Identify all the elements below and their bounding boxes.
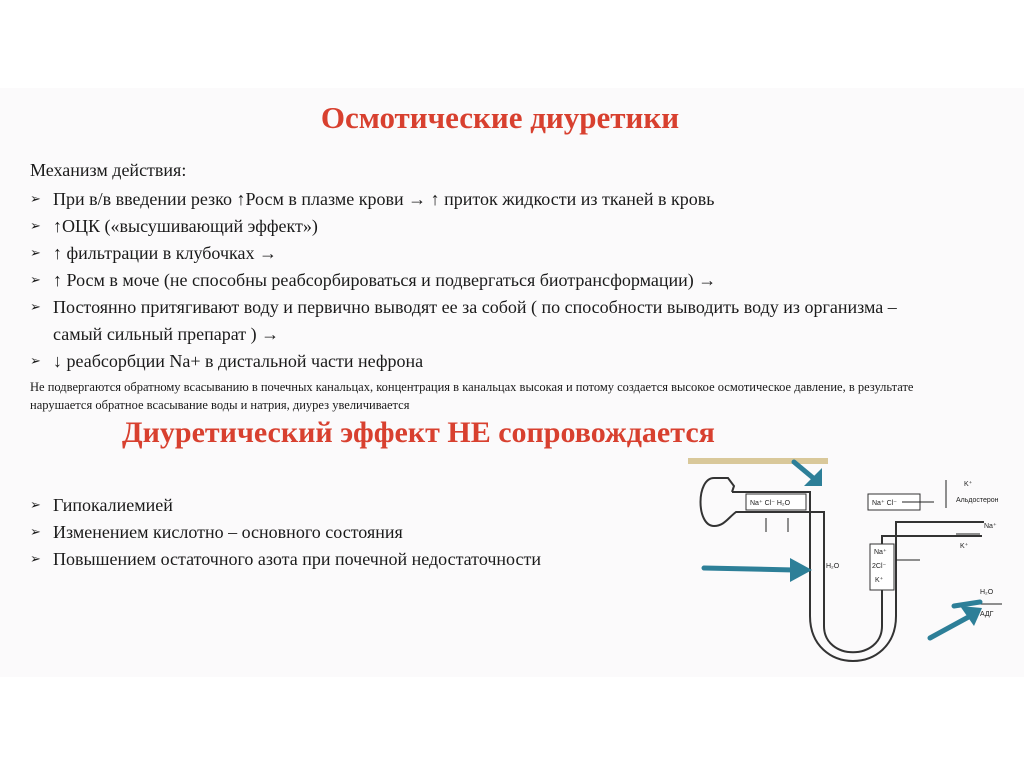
loop-na-label: Na⁺ [874, 549, 887, 556]
effect-item: ➢ Гипокалиемией [30, 492, 690, 519]
mechanism-item: ➢ ↑ фильтрации в клубочках → [30, 240, 950, 267]
k-right-label: K⁺ [960, 543, 969, 550]
loop-2cl-label: 2Cl⁻ [872, 563, 887, 570]
h2o-collect-label: H₂O [980, 589, 994, 596]
effects-list [30, 492, 690, 573]
effect-item: ➢ Изменением кислотно – основного состояния [30, 519, 690, 546]
dist-box-label: Na⁺ Cl⁻ [872, 500, 897, 507]
mechanism-item: ➢ ↑ОЦК («высушивающий эффект») [30, 213, 950, 240]
mechanism-heading: Механизм действия: [30, 160, 187, 180]
effect-item: ➢ Повышением остаточного азота при почечной недостаточности [30, 546, 690, 573]
k-top-label: K⁺ [964, 481, 973, 488]
slide-title: Осмотические диуретики [320, 100, 680, 135]
subtitle: Диуретический эффект НЕ сопровождается [122, 416, 715, 449]
header-bar [688, 458, 828, 464]
na-right-label: Na⁺ [984, 523, 997, 530]
note-text: Не подвергаются обратному всасыванию в почечных канальцах, концентрация в канальцах высокая и потому создается высокое осмотическое давление, в результате нарушается обратное всасывание воды и натрия, диурез увеличивается [30, 380, 914, 412]
mechanism-item: ➢ Постоянно притягивают воду и первично выводят ее за собой ( по способности выводить воду из организма – самый сильный препарат ) → [30, 294, 950, 348]
nephron-diagram [684, 456, 1014, 674]
loop-k-label: K⁺ [875, 577, 884, 584]
mechanism-item: ➢ При в/в введении резко ↑Росм в плазме крови → ↑ приток жидкости из тканей в кровь [30, 186, 950, 213]
mechanism-list [30, 186, 950, 375]
h2o-loop-label: H₂O [826, 563, 840, 570]
teal-arrows [704, 462, 982, 638]
aldosterone-label: Альдостерон [956, 497, 999, 504]
adh-label: АДГ [980, 611, 994, 618]
prox-box-label: Na⁺ Cl⁻ H₂O [750, 500, 791, 507]
mechanism-item: ➢ ↑ Росм в моче (не способны реабсорбироваться и подвергаться биотрансформации) → [30, 267, 950, 294]
mechanism-item: ➢ ↓ реабсорбции Na+ в дистальной части нефрона [30, 348, 950, 375]
